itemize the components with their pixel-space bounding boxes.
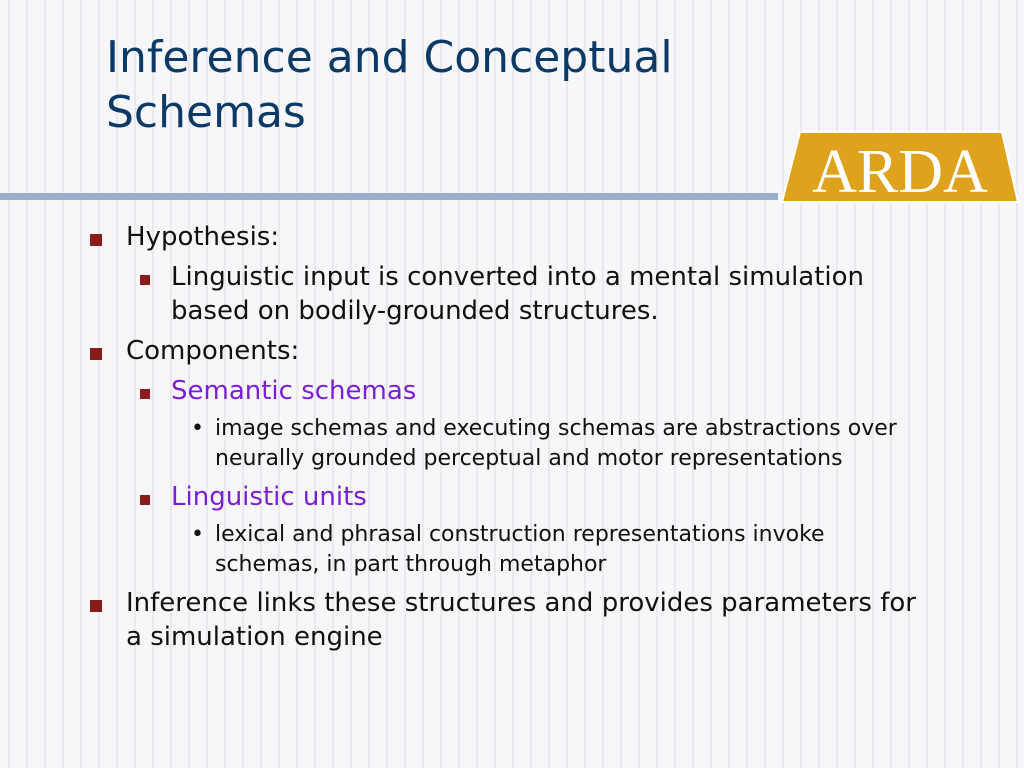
detail-line-2: schemas, in part through metaphor [215,552,607,577]
sub-bullet-semantic-schemas-text: Semantic schemas [171,376,417,406]
slide-title-line-2: Schemas [106,87,306,138]
square-bullet-icon [90,234,102,246]
bullet-list [88,220,1013,660]
sub-bullet-linguistic-units [135,480,1013,514]
sub-bullet-semantic-schemas [135,374,1013,408]
bullet-components [88,334,1013,368]
sub-bullet-line-2: based on bodily-grounded structures. [171,296,659,326]
square-bullet-icon [140,495,150,505]
bullet-inference-line-2: a simulation engine [126,622,383,652]
sub-bullet-linguistic-input [135,260,1013,328]
square-bullet-icon [140,275,150,285]
bullet-inference-line-1: Inference links these structures and provides parameters for [126,588,916,618]
bullet-inference [88,586,1013,654]
logo-text: ARDA [812,138,988,204]
detail-linguistic-units [188,520,1013,580]
detail-line-1: lexical and phrasal construction representations invoke [215,522,825,547]
slide-title [106,30,786,140]
bullet-hypothesis-text: Hypothesis: [126,222,280,252]
slide-title-line-1: Inference and Conceptual [106,32,673,83]
detail-semantic-schemas [188,414,1013,474]
arda-logo [780,130,1020,204]
sub-bullet-linguistic-units-text: Linguistic units [171,482,367,512]
bullet-components-text: Components: [126,336,300,366]
dot-bullet-icon: • [191,416,204,441]
dot-bullet-icon: • [191,522,204,547]
sub-bullet-line-1: Linguistic input is converted into a mental simulation [171,262,865,292]
detail-line-1: image schemas and executing schemas are abstractions over [215,416,897,441]
square-bullet-icon [140,389,150,399]
detail-line-2: neurally grounded perceptual and motor representations [215,446,843,471]
square-bullet-icon [90,600,102,612]
bullet-hypothesis [88,220,1013,254]
square-bullet-icon [90,348,102,360]
title-divider [0,193,778,200]
